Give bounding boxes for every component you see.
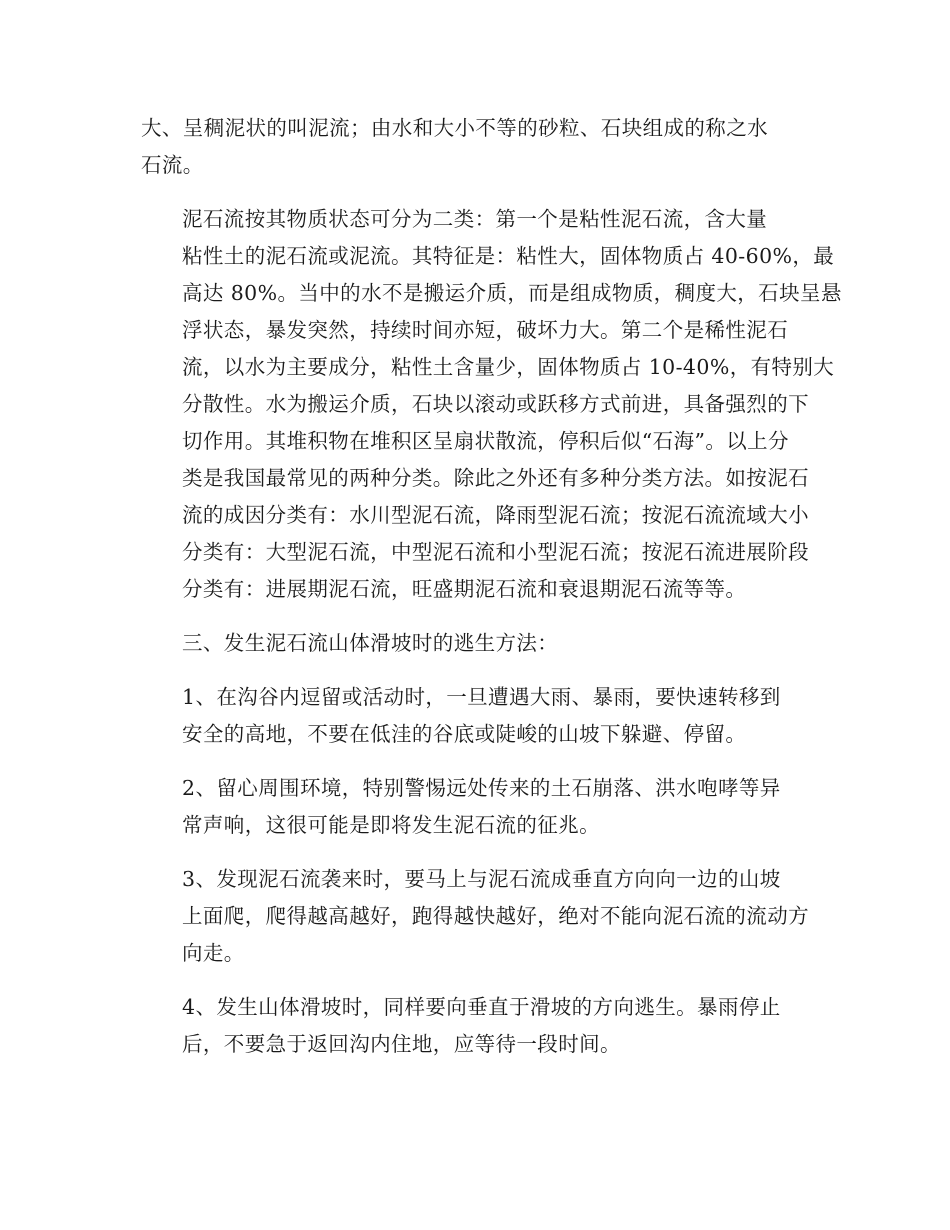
text-line: 3、发现泥石流袭来时，要马上与泥石流成垂直方向向一边的山坡 [182, 867, 781, 891]
text-line: 切作用。其堆积物在堆积区呈扇状散流，停积后似“石海”。以上分 [182, 429, 789, 453]
document-body [141, 110, 842, 1080]
text-line: 常声响，这很可能是即将发生泥石流的征兆。 [182, 813, 600, 837]
text-line: 泥石流按其物质状态可分为二类：第一个是粘性泥石流，含大量 [182, 207, 768, 231]
text-line: 三、发生泥石流山体滑坡时的逃生方法： [182, 631, 559, 655]
text-line: 石流。 [141, 153, 204, 177]
text-line: 上面爬，爬得越高越好，跑得越快越好，绝对不能向泥石流的流动方 [182, 904, 809, 928]
paragraph-escape-step-3 [141, 861, 809, 972]
text-line: 4、发生山体滑坡时，同样要向垂直于滑坡的方向逃生。暴雨停止 [182, 995, 781, 1019]
text-line: 流的成因分类有：水川型泥石流，降雨型泥石流；按泥石流流域大小 [182, 503, 809, 527]
text-line: 1、在沟谷内逗留或活动时，一旦遭遇大雨、暴雨，要快速转移到 [182, 685, 781, 709]
text-line: 浮状态，暴发突然，持续时间亦短，破坏力大。第二个是稀性泥石 [182, 318, 789, 342]
text-line: 2、留心周围环境，特别警惕远处传来的土石崩落、洪水咆哮等异 [182, 776, 781, 800]
text-line: 分散性。水为搬运介质，石块以滚动或跃移方式前进，具备强烈的下 [182, 392, 809, 416]
paragraph-mudflow-definition [141, 110, 809, 184]
section-heading-escape-methods [141, 625, 809, 662]
text-line: 向走。 [182, 941, 245, 965]
text-line: 安全的高地，不要在低洼的谷底或陡峻的山坡下躲避、停留。 [182, 722, 747, 746]
text-line: 分类有：大型泥石流，中型泥石流和小型泥石流；按泥石流进展阶段 [182, 540, 809, 564]
text-line: 大、呈稠泥状的叫泥流；由水和大小不等的砂粒、石块组成的称之水 [141, 116, 768, 140]
text-line: 类是我国最常见的两种分类。除此之外还有多种分类方法。如按泥石 [182, 466, 809, 490]
text-line: 后，不要急于返回沟内住地，应等待一段时间。 [182, 1032, 621, 1056]
text-line: 流，以水为主要成分，粘性土含量少，固体物质占 10-40%，有特别大 [182, 355, 835, 379]
text-line: 分类有：进展期泥石流，旺盛期泥石流和衰退期泥石流等等。 [182, 577, 747, 601]
paragraph-escape-step-1 [141, 679, 809, 753]
paragraph-escape-step-4 [141, 989, 809, 1063]
text-line: 粘性土的泥石流或泥流。其特征是：粘性大，固体物质占 40-60%，最 [182, 244, 835, 268]
text-line: 高达 80%。当中的水不是搬运介质，而是组成物质，稠度大，石块呈悬 [182, 281, 842, 305]
paragraph-escape-step-2 [141, 770, 809, 844]
paragraph-mudflow-classification [141, 201, 842, 608]
